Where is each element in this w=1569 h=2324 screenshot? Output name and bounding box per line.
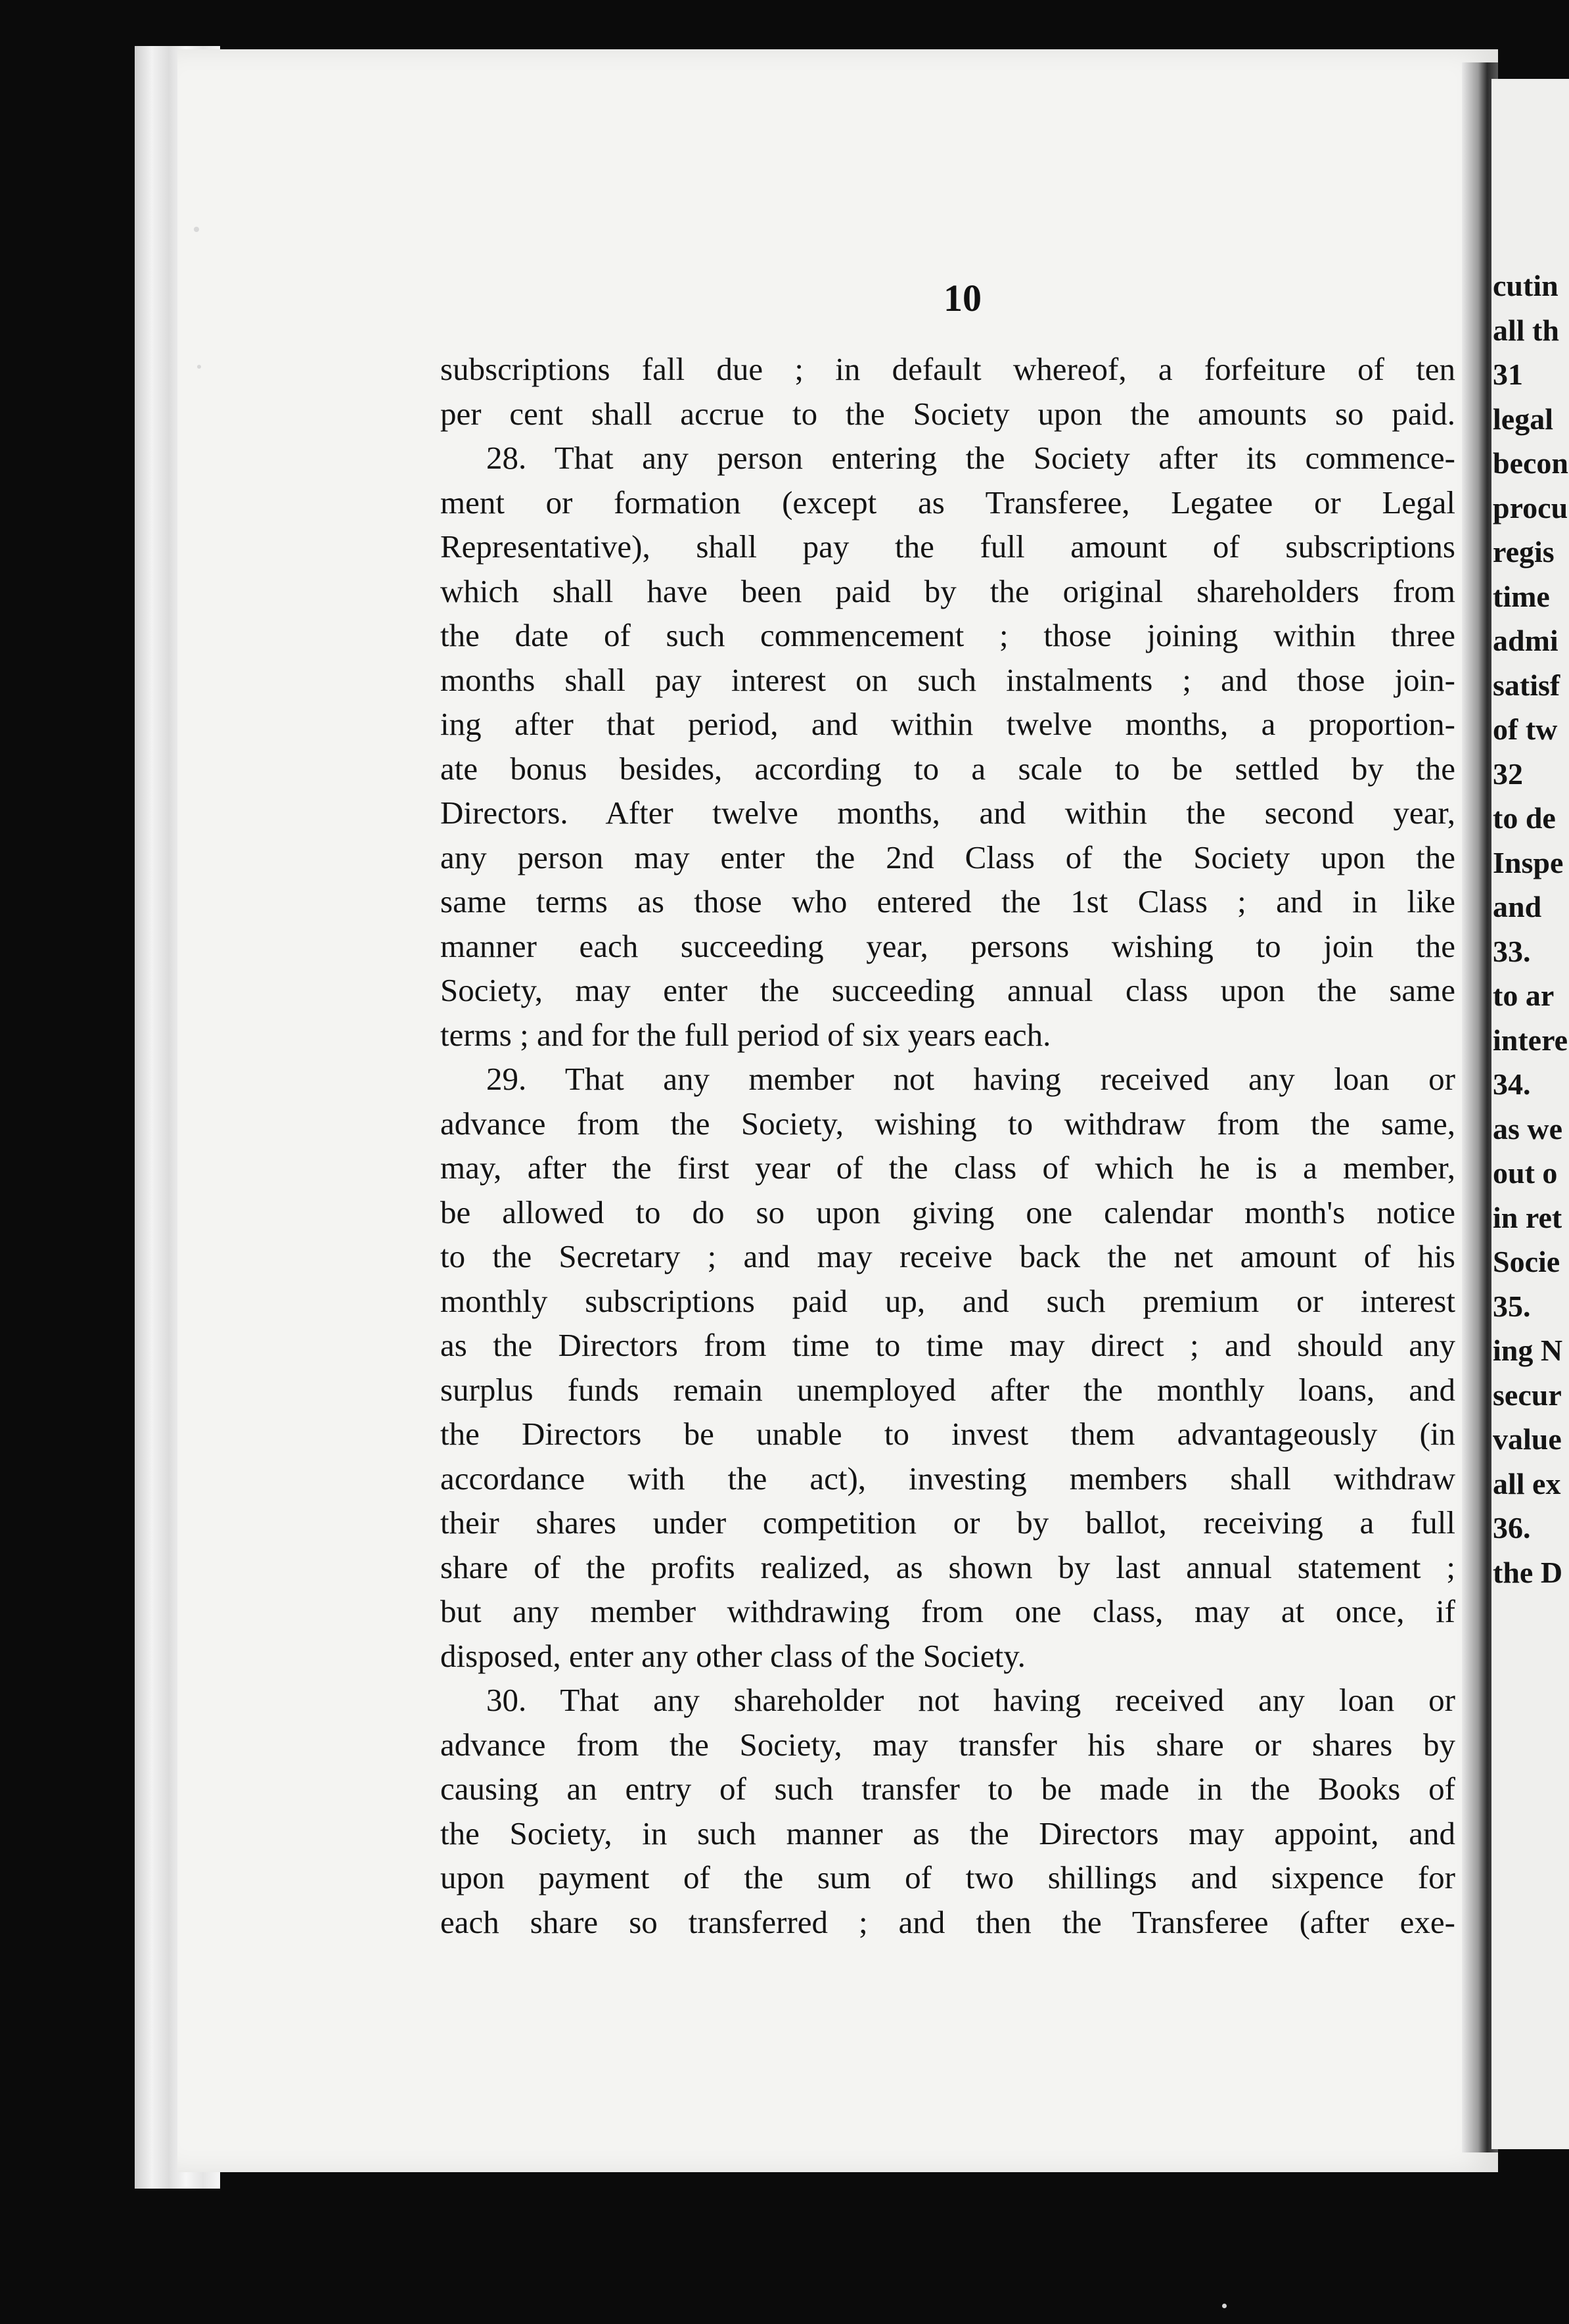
facing-page-text: admi [1493,624,1558,657]
facing-page-text: time [1493,579,1550,613]
text-line: same terms as those who entered the 1st Class ; and in like [440,883,1455,919]
text-line: subscriptions fall due ; in default whereof, a forfeiture of ten [440,351,1455,387]
text-line: per cent shall accrue to the Society upon the amounts so paid. [440,395,1455,432]
text-line: their shares under competition or by ballot, receiving a full [440,1504,1455,1541]
facing-page-text: to de [1493,801,1556,835]
facing-page-text: as we [1493,1111,1563,1146]
text-line: the Society, in such manner as the Directors may appoint, and [440,1815,1455,1851]
facing-page-text: 31 [1493,358,1523,391]
text-line: terms ; and for the full period of six years each. [440,1016,1051,1053]
text-line: monthly subscriptions paid up, and such premium or interest [440,1282,1455,1319]
facing-page-text: to ar [1493,979,1555,1012]
facing-page-text: ing N [1493,1334,1563,1367]
text-line: ate bonus besides, according to a scale to be settled by the [440,750,1455,787]
facing-page-fragment [1491,79,1569,2149]
facing-page-text: 33. [1493,934,1531,968]
text-line: but any member withdrawing from one class, may at once, if [440,1593,1455,1629]
text-line: as the Directors from time to time may direct ; and should any [440,1327,1455,1363]
scan-speck [194,227,199,232]
facing-page-text: all ex [1493,1466,1561,1500]
text-line: the Directors be unable to invest them advantageously (in [440,1416,1455,1452]
facing-page-text: in ret [1493,1200,1562,1234]
page-number: 10 [944,277,982,319]
text-line: upon payment of the sum of two shillings and sixpence for [440,1859,1455,1895]
text-line: Directors. After twelve months, and within the second year, [440,795,1455,831]
text-line: any person may enter the 2nd Class of the Society upon the [440,839,1455,875]
text-line: 28. That any person entering the Society after its commence- [486,440,1455,476]
facing-page-text: out o [1493,1156,1558,1190]
facing-page-text: of tw [1493,712,1558,746]
facing-page-text: becon [1493,446,1568,480]
scan-speck [1222,2304,1227,2308]
facing-page-text: intere [1493,1023,1568,1057]
scan-speck [197,365,201,369]
facing-page-text: Inspe [1493,845,1564,879]
facing-page-text: 35. [1493,1289,1531,1323]
facing-page-text: procu [1493,490,1568,524]
text-line: advance from the Society, may transfer his share or shares by [440,1726,1455,1763]
text-line: accordance with the act), investing members shall withdraw [440,1460,1455,1497]
text-line: disposed, enter any other class of the Society. [440,1637,1026,1674]
text-line: 30. That any shareholder not having received any loan or [486,1682,1455,1718]
facing-page-text: all th [1493,313,1559,347]
facing-page-text: and [1493,890,1542,923]
facing-page-text: cutin [1493,269,1558,302]
text-line: each share so transferred ; and then the Transferee (after exe- [440,1903,1455,1940]
facing-page-text: value [1493,1422,1562,1456]
facing-page-text: regis [1493,535,1555,569]
text-line: advance from the Society, wishing to withdraw from the same, [440,1105,1455,1142]
text-line: Society, may enter the succeeding annual class upon the same [440,972,1455,1008]
facing-page-text: secur [1493,1378,1562,1412]
text-line: manner each succeeding year, persons wishing to join the [440,927,1455,964]
facing-page-text: 32 [1493,756,1523,791]
facing-page-text: 36. [1493,1511,1531,1545]
text-line: which shall have been paid by the original shareholders from [440,572,1455,609]
text-line: to the Secretary ; and may receive back the net amount of his [440,1238,1455,1274]
facing-page-text: legal [1493,402,1553,436]
text-line: 29. That any member not having received any loan or [486,1061,1455,1097]
text-line: Representative), shall pay the full amount of subscriptions [440,528,1455,565]
text-line: the date of such commencement ; those joining within three [440,617,1455,653]
facing-page-text: satisf [1493,668,1560,702]
text-line: surplus funds remain unemployed after the monthly loans, and [440,1371,1455,1408]
text-line: ment or formation (except as Transferee, Legatee or Legal [440,484,1455,521]
text-line: be allowed to do so upon giving one calendar month's notice [440,1194,1455,1230]
text-line: may, after the first year of the class of which he is a member, [440,1150,1455,1186]
facing-page-text: Socie [1493,1245,1560,1278]
text-line: ing after that period, and within twelve months, a proportion- [440,706,1455,742]
body-text [440,347,1455,1944]
text-line: share of the profits realized, as shown by last annual statement ; [440,1548,1455,1585]
facing-page-text: 34. [1493,1067,1531,1101]
text-line: months shall pay interest on such instalments ; and those join- [440,661,1455,698]
text-line: causing an entry of such transfer to be made in the Books of [440,1771,1455,1807]
facing-page-text: the D [1493,1555,1563,1589]
